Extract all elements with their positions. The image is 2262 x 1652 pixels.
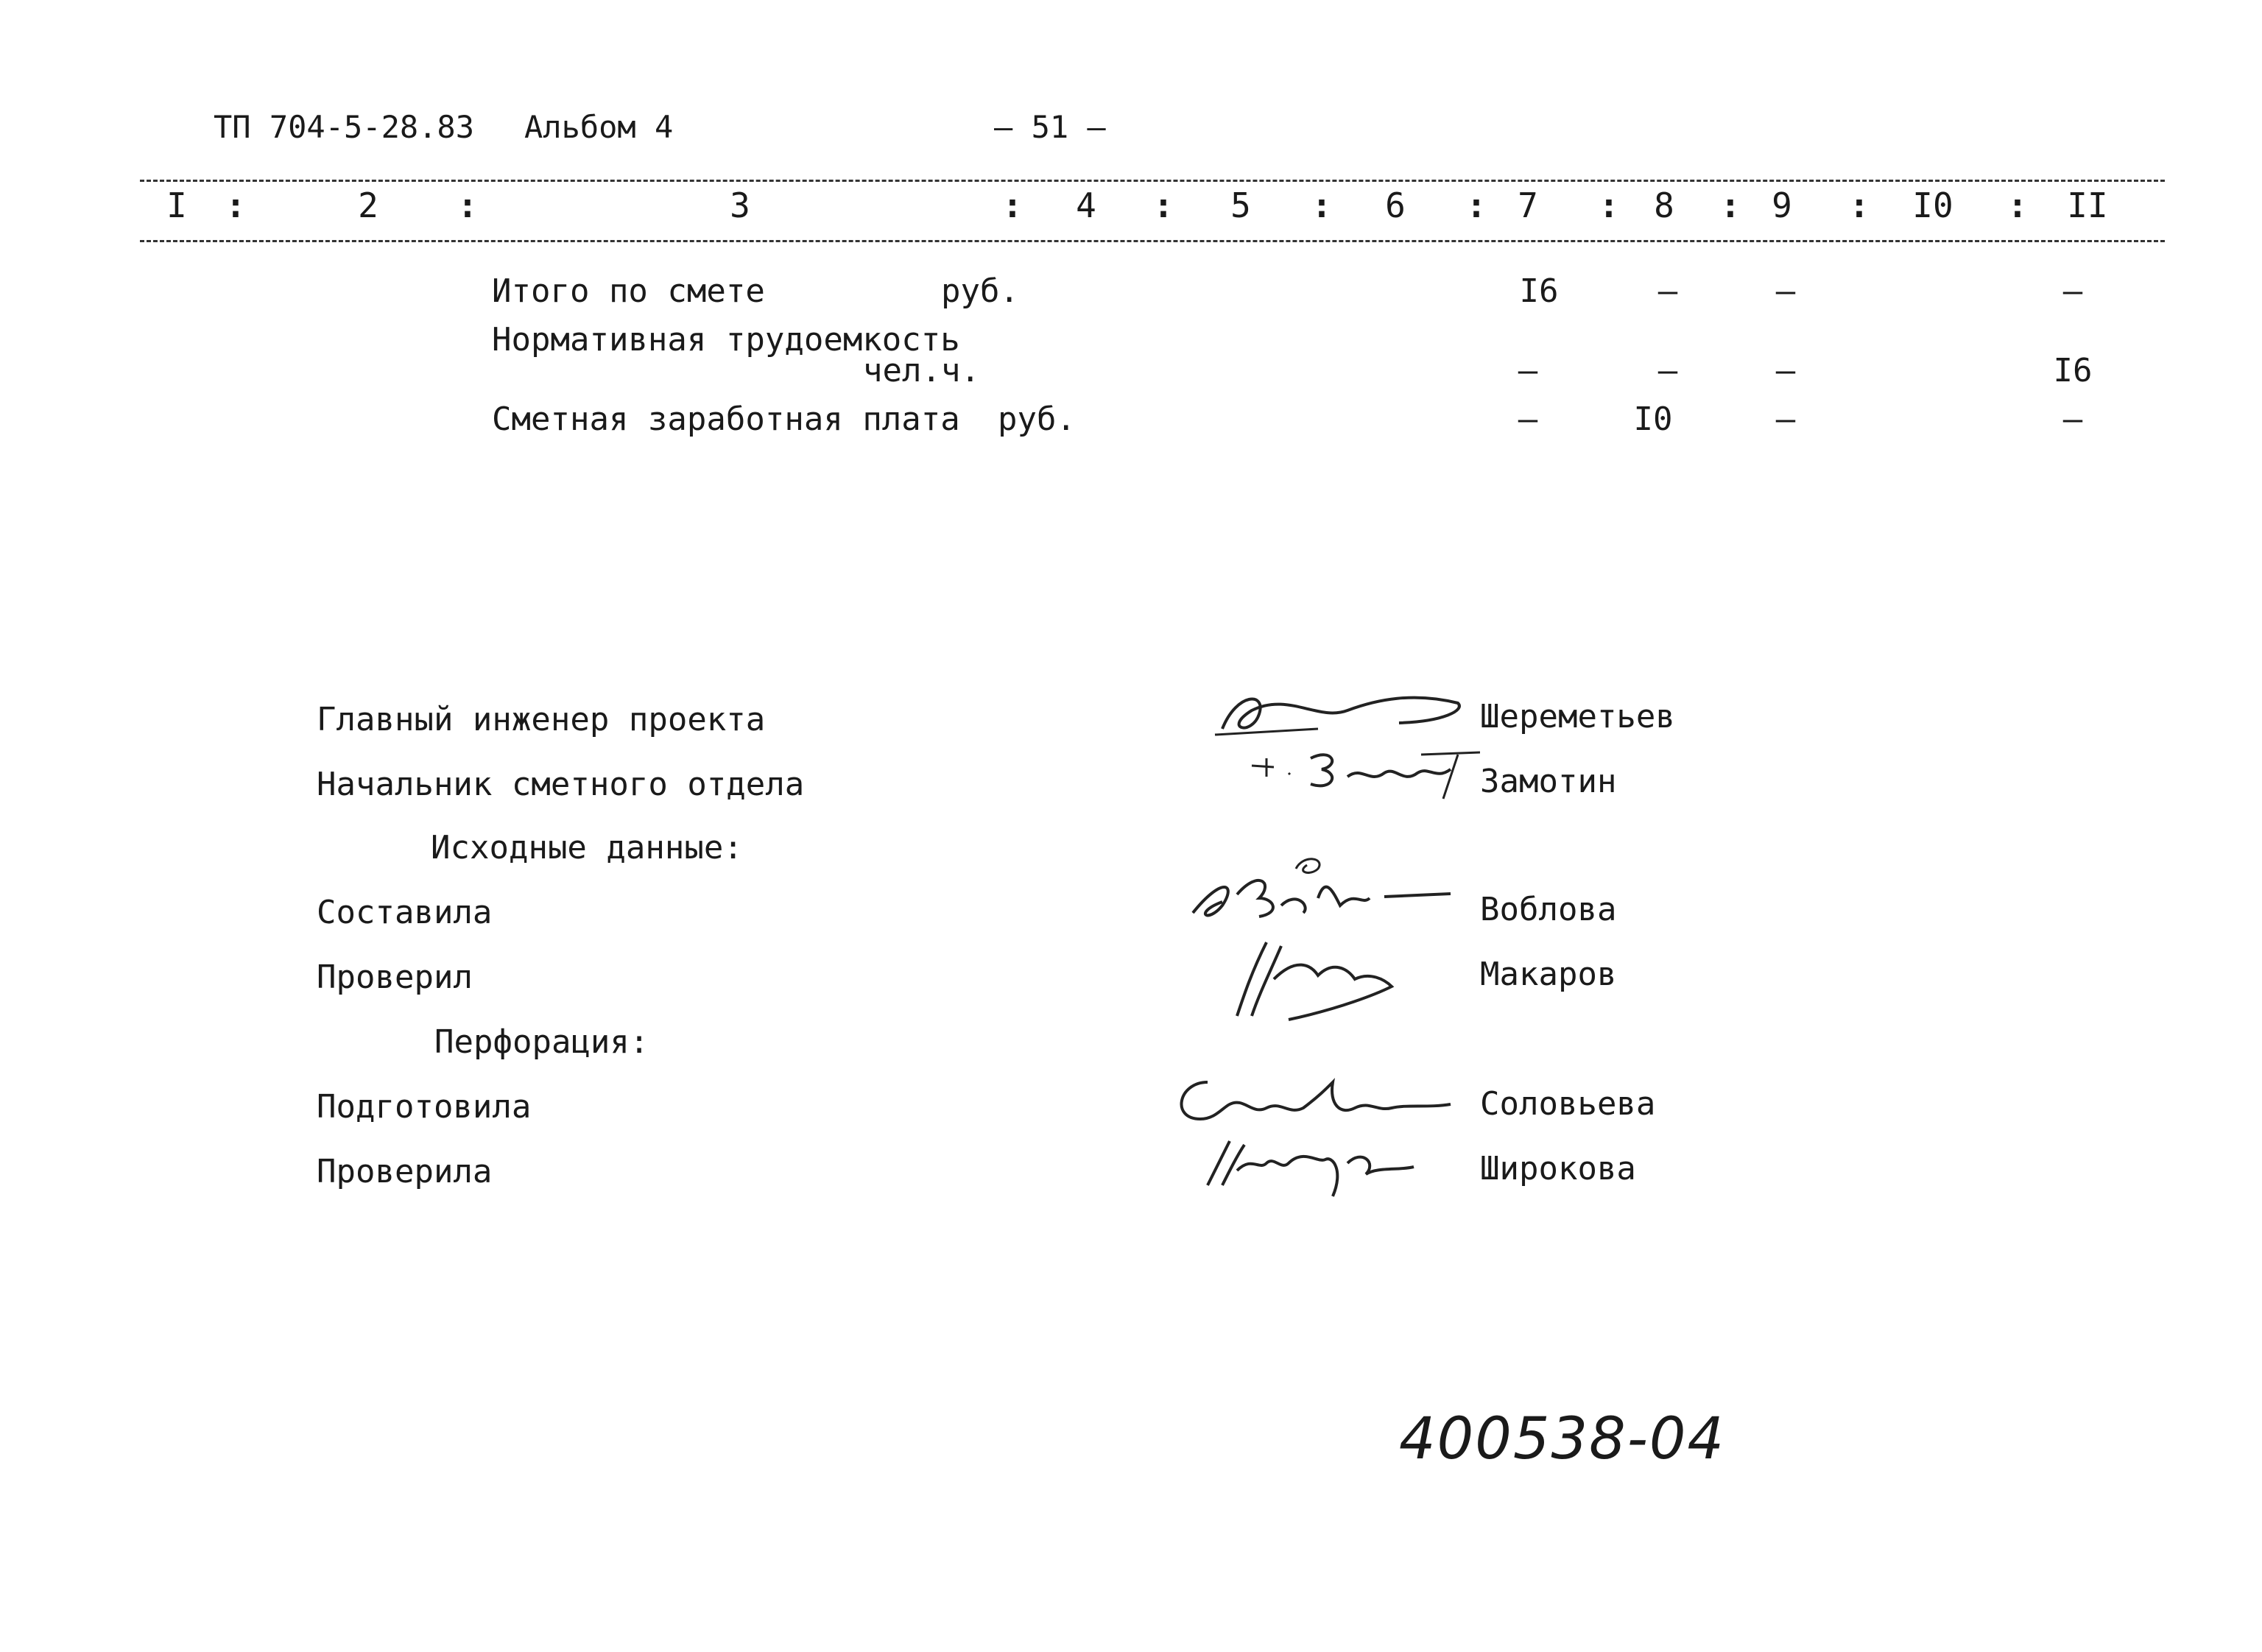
estimate-head-name: Замотин [1480, 763, 1617, 800]
column-header-6: 6 [1385, 186, 1406, 225]
compiled-label: Составила [317, 894, 493, 931]
table-cell: – [1657, 352, 1678, 389]
column-separator: : [1720, 186, 1741, 225]
table-cell: – [1518, 400, 1538, 438]
checked2-name: Широкова [1480, 1150, 1636, 1187]
column-header-11: II [2067, 186, 2108, 225]
column-header-2: 2 [358, 186, 378, 225]
table-cell: I6 [2053, 352, 2093, 389]
compiled-name: Воблова [1480, 891, 1617, 928]
table-cell: – [1657, 272, 1678, 310]
table-row-label: Итого по смете [492, 272, 765, 310]
column-separator: : [1849, 186, 1870, 225]
column-separator: : [457, 186, 478, 225]
signature-sheremetyev [1208, 677, 1473, 744]
table-cell: I6 [1519, 272, 1559, 310]
column-header-10: I0 [1912, 186, 1953, 225]
table-row-unit: руб. [998, 400, 1076, 438]
album-label: Альбом 4 [524, 109, 674, 145]
column-header-4: 4 [1076, 186, 1096, 225]
column-header-8: 8 [1654, 186, 1674, 225]
column-header-7: 7 [1518, 186, 1538, 225]
table-row-label: Нормативная трудоемкость [492, 321, 960, 359]
column-separator: : [1153, 186, 1174, 225]
table-cell: – [1775, 272, 1796, 310]
column-separator: : [1599, 186, 1619, 225]
checked-name: Макаров [1480, 956, 1617, 993]
column-separator: : [1311, 186, 1332, 225]
signature-makarov [1208, 928, 1428, 1031]
estimate-head-label: Начальник сметного отдела [317, 766, 805, 803]
column-header-9: 9 [1772, 186, 1792, 225]
column-header-5: 5 [1230, 186, 1251, 225]
signature-shirokova [1185, 1126, 1428, 1207]
table-cell: – [1775, 352, 1796, 389]
signature-zamotin [1244, 736, 1480, 802]
page-number: – 51 – [994, 109, 1106, 145]
column-header-3: 3 [730, 186, 750, 225]
table-row-label: Сметная заработная плата [492, 400, 960, 438]
table-cell: – [1518, 352, 1538, 389]
chief-engineer-name: Шереметьев [1480, 698, 1675, 735]
source-data-heading: Исходные данные: [431, 829, 743, 866]
column-separator: : [2007, 186, 2028, 225]
column-separator: : [225, 186, 246, 225]
table-bottom-rule [140, 240, 2165, 242]
chief-engineer-label: Главный инженер проекта [317, 701, 766, 738]
table-cell: I0 [1633, 400, 1673, 438]
column-header-1: I [166, 186, 187, 225]
signature-solovyeva [1163, 1067, 1458, 1134]
checked2-label: Проверила [317, 1153, 493, 1190]
perforation-heading: Перфорация: [434, 1023, 649, 1061]
table-cell: – [2062, 400, 2083, 438]
archive-number: 400538-04 [1399, 1406, 1726, 1472]
document-code: ТП 704-5-28.83 [214, 109, 475, 145]
prepared-name: Соловьева [1480, 1085, 1656, 1123]
column-separator: : [1466, 186, 1487, 225]
table-row-unit: руб. [941, 272, 1019, 310]
column-separator: : [1002, 186, 1023, 225]
table-cell: – [2062, 272, 2083, 310]
checked-label: Проверил [317, 959, 473, 996]
signature-voblova [1178, 847, 1458, 928]
table-top-rule [140, 180, 2165, 182]
table-cell: – [1775, 400, 1796, 438]
table-row-unit: чел.ч. [863, 352, 980, 389]
prepared-label: Подготовила [317, 1088, 532, 1126]
